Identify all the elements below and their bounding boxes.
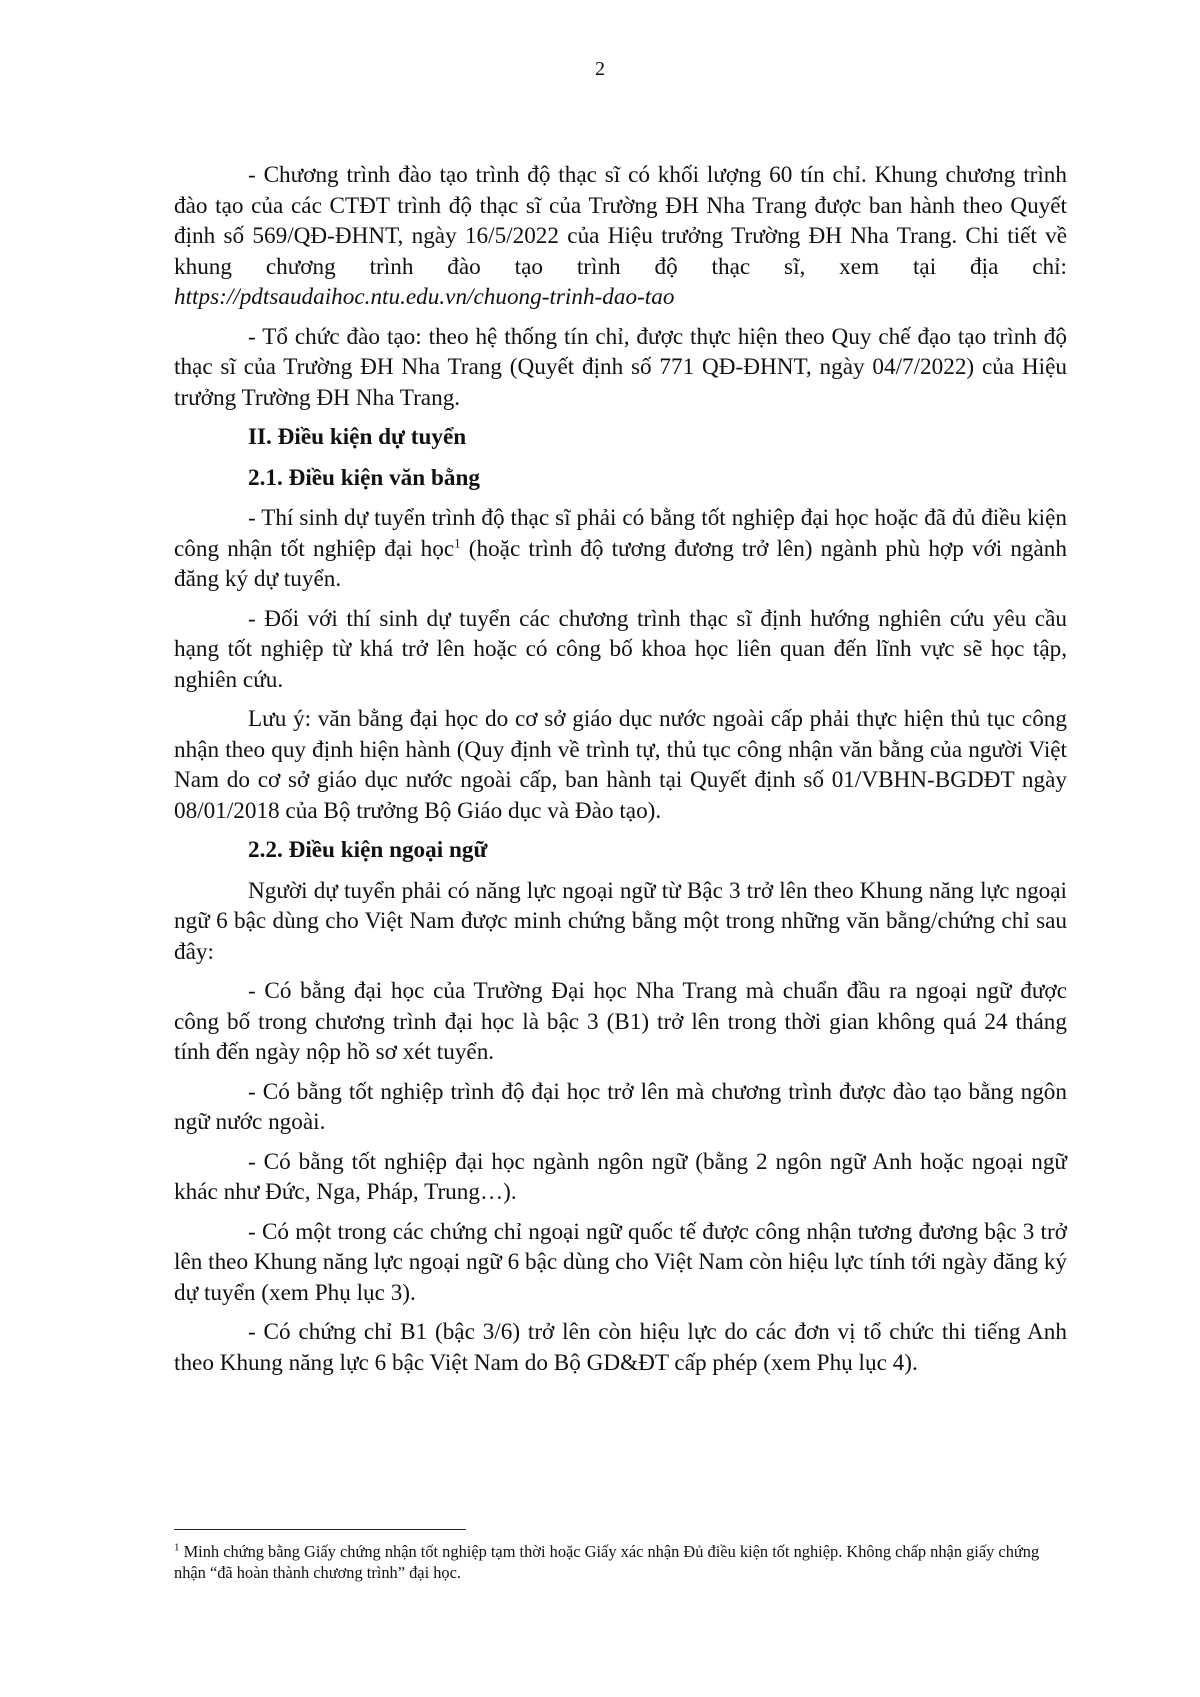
paragraph-training-organization: - Tổ chức đào tạo: theo hệ thống tín chỉ, được thực hiện theo Quy chế đạo tạo trình độ thạc sĩ của Trường ĐH Nha Trang (Quyết định số 771 QĐ-ĐHNT, ngày 04/7/2022) của Hiệu trưởng Trường ĐH Nha Trang. [174,323,1067,411]
paragraph-research-requirement: - Đối với thí sinh dự tuyển các chương trình thạc sĩ định hướng nghiên cứu yêu cầu hạng tốt nghiệp từ khá trở lên hoặc có công bố khoa học liên quan đến lĩnh vực sẽ học tập, nghiên cứu. [174,605,1067,693]
paragraph-degree-requirement [174,503,1067,595]
footnote-reference[interactable]: 1 [454,534,461,550]
program-url-link[interactable]: https://pdtsaudaihoc.ntu.edu.vn/chuong-trinh-dao-tao [174,284,675,310]
paragraph-text: (hoặc trình độ tương đương trở lên) ngành phù hợp với ngành đăng ký dự tuyển. [174,535,1067,592]
paragraph-language-option-b1-cert: - Có chứng chỉ B1 (bậc 3/6) trở lên còn hiệu lực do các đơn vị tổ chức thi tiếng Anh theo Khung năng lực 6 bậc Việt Nam do Bộ GD&ĐT cấp phép (xem Phụ lục 4). [174,1319,1067,1376]
page-number: 2 [595,58,605,80]
section-heading-admission-conditions: II. Điều kiện dự tuyển [248,424,467,450]
paragraph-language-option-foreign-program: - Có bằng tốt nghiệp trình độ đại học trở lên mà chương trình được đào tạo bằng ngôn ngữ nước ngoài. [174,1078,1067,1135]
footnote-divider [174,1529,466,1530]
subsection-heading-language: 2.2. Điều kiện ngoại ngữ [248,837,488,863]
paragraph-language-option-ntu-degree: - Có bằng đại học của Trường Đại học Nha Trang mà chuẩn đầu ra ngoại ngữ được công bố trong chương trình đại học là bậc 3 (B1) trở lên trong thời gian không quá 24 tháng tính đến ngày nộp hồ sơ xét tuyển. [174,978,1067,1065]
document-body [174,160,1067,1387]
footnote-text: Minh chứng bằng Giấy chứng nhận tốt nghiệp tạm thời hoặc Giấy xác nhận Đủ điều kiện tốt nghiệp. Không chấp nhận giấy chứng nhận “đã hoàn thành chương trình” đại học. [174,1542,1040,1582]
footnote-mark: 1 [174,1541,180,1554]
paragraph-text: - Chương trình đào tạo trình độ thạc sĩ có khối lượng 60 tín chỉ. Khung chương trình đào tạo của các CTĐT trình độ thạc sĩ của Trường ĐH Nha Trang được ban hành theo Quyết định số 569/QĐ-ĐHNT, ngày 16/5/2022 của Hiệu trưởng Trường ĐH Nha Trang. Chi tiết về khung chương trình đào tạo trình độ thạc sĩ, xem tại địa chỉ: [174,162,1067,280]
footnote [174,1541,1067,1583]
paragraph-language-intro: Người dự tuyển phải có năng lực ngoại ngữ từ Bậc 3 trở lên theo Khung năng lực ngoại ngữ 6 bậc dùng cho Việt Nam được minh chứng bằng một trong những văn bằng/chứng chỉ sau đây: [174,877,1067,965]
paragraph-text: - Thí sinh dự tuyển trình độ thạc sĩ phải có bằng tốt nghiệp đại học hoặc đã đủ điều kiện công nhận tốt nghiệp đại học [174,505,1067,562]
paragraph-language-option-language-degree: - Có bằng tốt nghiệp đại học ngành ngôn ngữ (bằng 2 ngôn ngữ Anh hoặc ngoại ngữ khác như Đức, Nga, Pháp, Trung…). [174,1148,1067,1205]
paragraph-foreign-degree-note: Lưu ý: văn bằng đại học do cơ sở giáo dục nước ngoài cấp phải thực hiện thủ tục công nhận theo quy định hiện hành (Quy định về trình tự, thủ tục công nhận văn bằng của người Việt Nam do cơ sở giáo dục nước ngoài cấp, ban hành tại Quyết định số 01/VBHN-BGDĐT ngày 08/01/2018 của Bộ trưởng Bộ Giáo dục và Đào tạo). [174,706,1067,824]
paragraph-program-credits [174,160,1067,313]
paragraph-language-option-international-cert: - Có một trong các chứng chỉ ngoại ngữ quốc tế được công nhận tương đương bậc 3 trở lên theo Khung năng lực ngoại ngữ 6 bậc dùng cho Việt Nam còn hiệu lực tính tới ngày đăng ký dự tuyển (xem Phụ lục 3). [174,1218,1068,1306]
subsection-heading-degree: 2.1. Điều kiện văn bằng [248,464,480,491]
